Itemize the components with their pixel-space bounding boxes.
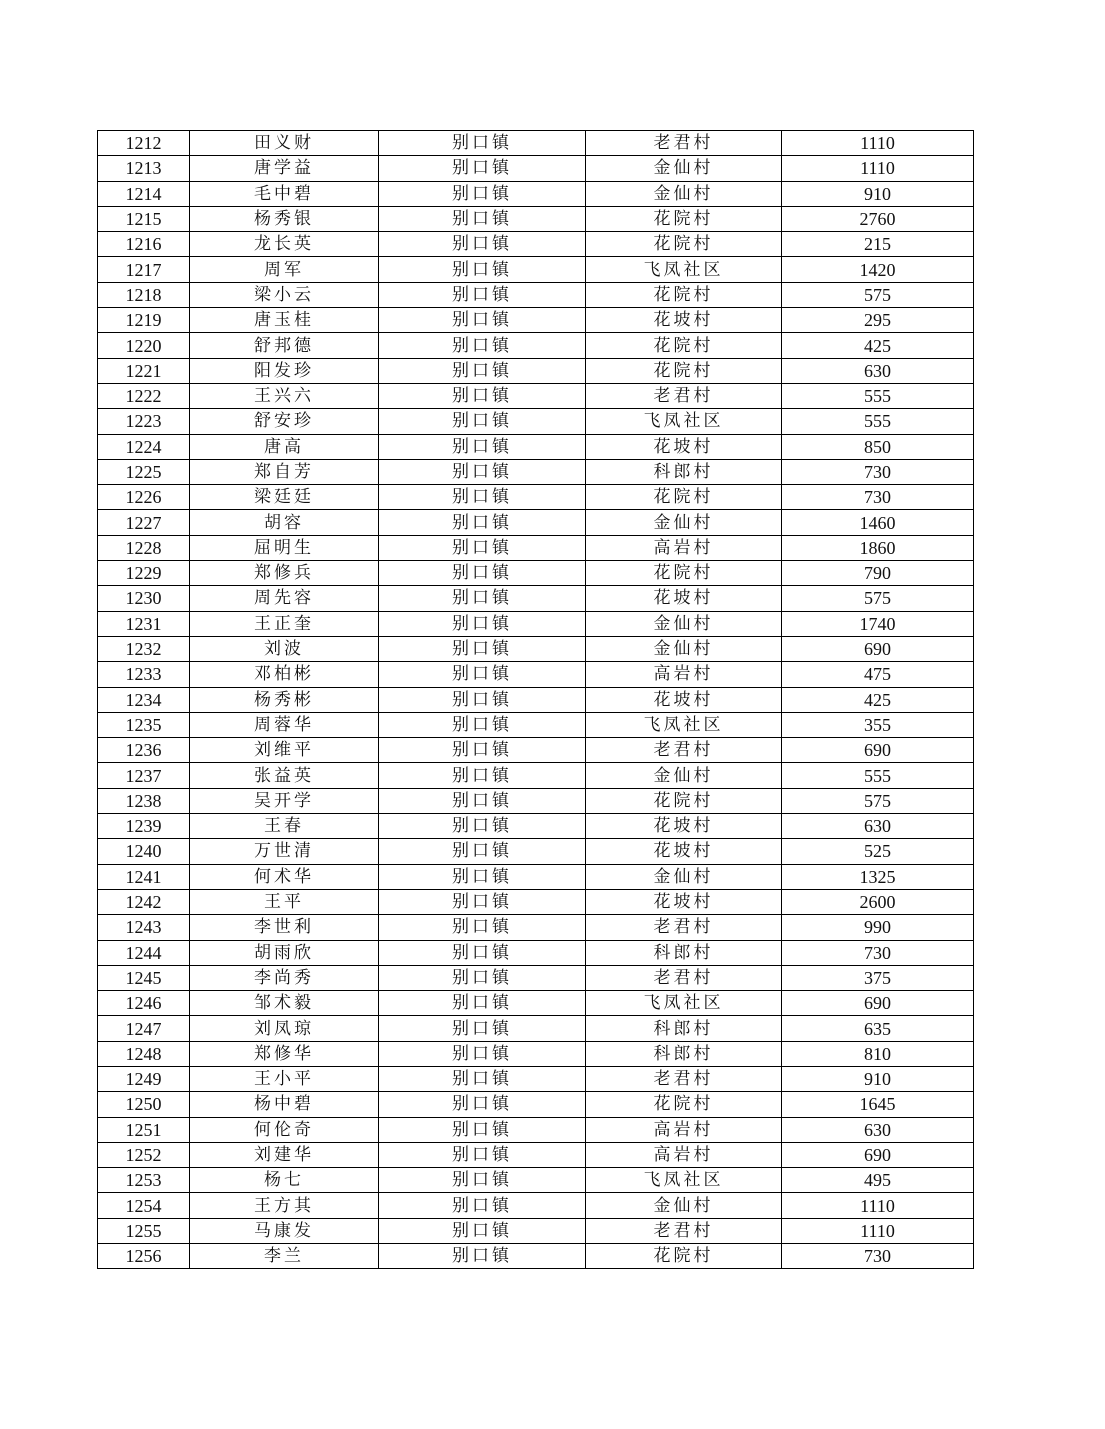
town-cell: 别口镇 [379,1218,586,1243]
table-row [98,257,974,282]
town-cell: 别口镇 [379,687,586,712]
row-number-cell: 1237 [98,763,190,788]
person-name-cell: 杨秀彬 [190,687,379,712]
row-number-cell: 1229 [98,561,190,586]
amount-cell: 375 [782,965,974,990]
village-cell: 老君村 [586,1218,782,1243]
village-cell: 花坡村 [586,434,782,459]
subsidy-table [97,130,974,1269]
village-cell: 花院村 [586,232,782,257]
row-number-cell: 1252 [98,1142,190,1167]
person-name-cell: 邓柏彬 [190,662,379,687]
village-cell: 老君村 [586,965,782,990]
table-row [98,333,974,358]
amount-cell: 1460 [782,510,974,535]
row-number-cell: 1220 [98,333,190,358]
amount-cell: 575 [782,788,974,813]
row-number-cell: 1244 [98,940,190,965]
town-cell: 别口镇 [379,889,586,914]
person-name-cell: 胡雨欣 [190,940,379,965]
person-name-cell: 杨七 [190,1168,379,1193]
town-cell: 别口镇 [379,206,586,231]
row-number-cell: 1242 [98,889,190,914]
row-number-cell: 1256 [98,1244,190,1269]
amount-cell: 690 [782,636,974,661]
person-name-cell: 王小平 [190,1066,379,1091]
amount-cell: 910 [782,181,974,206]
town-cell: 别口镇 [379,282,586,307]
town-cell: 别口镇 [379,510,586,535]
village-cell: 高岩村 [586,662,782,687]
table-row [98,1218,974,1243]
row-number-cell: 1243 [98,915,190,940]
village-cell: 花坡村 [586,889,782,914]
row-number-cell: 1221 [98,358,190,383]
town-cell: 别口镇 [379,864,586,889]
amount-cell: 575 [782,586,974,611]
table-row [98,535,974,560]
table-row [98,991,974,1016]
amount-cell: 790 [782,561,974,586]
town-cell: 别口镇 [379,965,586,990]
village-cell: 花院村 [586,206,782,231]
person-name-cell: 梁小云 [190,282,379,307]
table-body [98,131,974,1269]
town-cell: 别口镇 [379,1244,586,1269]
table-row [98,434,974,459]
row-number-cell: 1226 [98,485,190,510]
table-row [98,1041,974,1066]
town-cell: 别口镇 [379,1117,586,1142]
table-row [98,839,974,864]
town-cell: 别口镇 [379,814,586,839]
row-number-cell: 1225 [98,459,190,484]
row-number-cell: 1223 [98,409,190,434]
row-number-cell: 1247 [98,1016,190,1041]
table-row [98,1244,974,1269]
village-cell: 花院村 [586,1244,782,1269]
village-cell: 花院村 [586,788,782,813]
row-number-cell: 1215 [98,206,190,231]
person-name-cell: 何术华 [190,864,379,889]
table-row [98,1193,974,1218]
village-cell: 老君村 [586,915,782,940]
village-cell: 科郎村 [586,1016,782,1041]
table-row [98,1016,974,1041]
amount-cell: 1860 [782,535,974,560]
town-cell: 别口镇 [379,409,586,434]
village-cell: 飞凤社区 [586,991,782,1016]
table-row [98,232,974,257]
amount-cell: 1740 [782,611,974,636]
town-cell: 别口镇 [379,333,586,358]
person-name-cell: 王春 [190,814,379,839]
table-row [98,712,974,737]
amount-cell: 910 [782,1066,974,1091]
village-cell: 金仙村 [586,1193,782,1218]
amount-cell: 1110 [782,131,974,156]
person-name-cell: 唐高 [190,434,379,459]
amount-cell: 690 [782,738,974,763]
row-number-cell: 1213 [98,156,190,181]
table-row [98,889,974,914]
village-cell: 金仙村 [586,510,782,535]
amount-cell: 425 [782,333,974,358]
table-row [98,156,974,181]
table-row [98,662,974,687]
row-number-cell: 1238 [98,788,190,813]
person-name-cell: 唐学益 [190,156,379,181]
person-name-cell: 阳发珍 [190,358,379,383]
table-row [98,358,974,383]
row-number-cell: 1219 [98,308,190,333]
town-cell: 别口镇 [379,485,586,510]
village-cell: 花院村 [586,1092,782,1117]
table-row [98,788,974,813]
town-cell: 别口镇 [379,712,586,737]
town-cell: 别口镇 [379,434,586,459]
town-cell: 别口镇 [379,1168,586,1193]
table-row [98,1142,974,1167]
amount-cell: 630 [782,814,974,839]
village-cell: 花坡村 [586,308,782,333]
town-cell: 别口镇 [379,611,586,636]
village-cell: 花院村 [586,358,782,383]
amount-cell: 555 [782,409,974,434]
amount-cell: 1645 [782,1092,974,1117]
row-number-cell: 1246 [98,991,190,1016]
amount-cell: 990 [782,915,974,940]
table-row [98,510,974,535]
village-cell: 金仙村 [586,763,782,788]
person-name-cell: 田义财 [190,131,379,156]
village-cell: 金仙村 [586,156,782,181]
village-cell: 花院村 [586,561,782,586]
person-name-cell: 万世清 [190,839,379,864]
table-row [98,409,974,434]
town-cell: 别口镇 [379,156,586,181]
row-number-cell: 1235 [98,712,190,737]
row-number-cell: 1212 [98,131,190,156]
amount-cell: 495 [782,1168,974,1193]
person-name-cell: 李世利 [190,915,379,940]
row-number-cell: 1240 [98,839,190,864]
table-row [98,965,974,990]
row-number-cell: 1214 [98,181,190,206]
village-cell: 科郎村 [586,940,782,965]
row-number-cell: 1234 [98,687,190,712]
person-name-cell: 刘维平 [190,738,379,763]
person-name-cell: 周蓉华 [190,712,379,737]
town-cell: 别口镇 [379,1193,586,1218]
person-name-cell: 郑自芳 [190,459,379,484]
amount-cell: 555 [782,763,974,788]
town-cell: 别口镇 [379,1041,586,1066]
row-number-cell: 1251 [98,1117,190,1142]
table-row [98,485,974,510]
village-cell: 老君村 [586,738,782,763]
row-number-cell: 1250 [98,1092,190,1117]
town-cell: 别口镇 [379,738,586,763]
person-name-cell: 舒安珍 [190,409,379,434]
table-row [98,1168,974,1193]
row-number-cell: 1239 [98,814,190,839]
village-cell: 金仙村 [586,181,782,206]
village-cell: 花坡村 [586,839,782,864]
row-number-cell: 1232 [98,636,190,661]
person-name-cell: 刘凤琼 [190,1016,379,1041]
person-name-cell: 郑修兵 [190,561,379,586]
town-cell: 别口镇 [379,763,586,788]
person-name-cell: 马康发 [190,1218,379,1243]
town-cell: 别口镇 [379,1066,586,1091]
table-row [98,687,974,712]
amount-cell: 730 [782,485,974,510]
table-row [98,1092,974,1117]
amount-cell: 635 [782,1016,974,1041]
village-cell: 花院村 [586,485,782,510]
village-cell: 科郎村 [586,459,782,484]
row-number-cell: 1218 [98,282,190,307]
amount-cell: 1110 [782,1193,974,1218]
town-cell: 别口镇 [379,586,586,611]
person-name-cell: 唐玉桂 [190,308,379,333]
table-row [98,864,974,889]
village-cell: 金仙村 [586,636,782,661]
town-cell: 别口镇 [379,358,586,383]
village-cell: 花院村 [586,282,782,307]
person-name-cell: 周军 [190,257,379,282]
village-cell: 花坡村 [586,814,782,839]
village-cell: 金仙村 [586,864,782,889]
amount-cell: 730 [782,940,974,965]
person-name-cell: 周先容 [190,586,379,611]
amount-cell: 850 [782,434,974,459]
table-row [98,636,974,661]
row-number-cell: 1248 [98,1041,190,1066]
person-name-cell: 王正奎 [190,611,379,636]
table-row [98,383,974,408]
village-cell: 科郎村 [586,1041,782,1066]
town-cell: 别口镇 [379,1092,586,1117]
amount-cell: 525 [782,839,974,864]
table-row [98,181,974,206]
village-cell: 飞凤社区 [586,712,782,737]
row-number-cell: 1227 [98,510,190,535]
amount-cell: 1110 [782,1218,974,1243]
person-name-cell: 胡容 [190,510,379,535]
person-name-cell: 王方其 [190,1193,379,1218]
amount-cell: 475 [782,662,974,687]
amount-cell: 730 [782,1244,974,1269]
village-cell: 高岩村 [586,535,782,560]
row-number-cell: 1228 [98,535,190,560]
amount-cell: 575 [782,282,974,307]
row-number-cell: 1230 [98,586,190,611]
row-number-cell: 1222 [98,383,190,408]
amount-cell: 2760 [782,206,974,231]
town-cell: 别口镇 [379,308,586,333]
town-cell: 别口镇 [379,991,586,1016]
town-cell: 别口镇 [379,561,586,586]
row-number-cell: 1217 [98,257,190,282]
town-cell: 别口镇 [379,459,586,484]
town-cell: 别口镇 [379,662,586,687]
person-name-cell: 何伦奇 [190,1117,379,1142]
town-cell: 别口镇 [379,839,586,864]
town-cell: 别口镇 [379,636,586,661]
row-number-cell: 1233 [98,662,190,687]
town-cell: 别口镇 [379,383,586,408]
amount-cell: 425 [782,687,974,712]
town-cell: 别口镇 [379,181,586,206]
village-cell: 高岩村 [586,1117,782,1142]
row-number-cell: 1254 [98,1193,190,1218]
table-row [98,308,974,333]
table-row [98,586,974,611]
table-row [98,1066,974,1091]
town-cell: 别口镇 [379,940,586,965]
town-cell: 别口镇 [379,1016,586,1041]
town-cell: 别口镇 [379,1142,586,1167]
row-number-cell: 1236 [98,738,190,763]
person-name-cell: 郑修华 [190,1041,379,1066]
person-name-cell: 毛中碧 [190,181,379,206]
person-name-cell: 杨中碧 [190,1092,379,1117]
amount-cell: 690 [782,991,974,1016]
row-number-cell: 1253 [98,1168,190,1193]
amount-cell: 630 [782,1117,974,1142]
table-row [98,738,974,763]
table-row [98,206,974,231]
town-cell: 别口镇 [379,535,586,560]
village-cell: 老君村 [586,1066,782,1091]
table-row [98,814,974,839]
row-number-cell: 1255 [98,1218,190,1243]
village-cell: 老君村 [586,383,782,408]
table-row [98,763,974,788]
table-row [98,561,974,586]
row-number-cell: 1245 [98,965,190,990]
amount-cell: 295 [782,308,974,333]
amount-cell: 730 [782,459,974,484]
person-name-cell: 刘建华 [190,1142,379,1167]
person-name-cell: 王平 [190,889,379,914]
table-row [98,940,974,965]
town-cell: 别口镇 [379,257,586,282]
person-name-cell: 杨秀银 [190,206,379,231]
amount-cell: 215 [782,232,974,257]
person-name-cell: 张益英 [190,763,379,788]
village-cell: 飞凤社区 [586,257,782,282]
table-row [98,915,974,940]
person-name-cell: 李尚秀 [190,965,379,990]
person-name-cell: 刘波 [190,636,379,661]
village-cell: 飞凤社区 [586,1168,782,1193]
person-name-cell: 王兴六 [190,383,379,408]
amount-cell: 2600 [782,889,974,914]
town-cell: 别口镇 [379,232,586,257]
table-row [98,459,974,484]
village-cell: 高岩村 [586,1142,782,1167]
table-row [98,282,974,307]
amount-cell: 1110 [782,156,974,181]
row-number-cell: 1216 [98,232,190,257]
amount-cell: 690 [782,1142,974,1167]
person-name-cell: 梁廷廷 [190,485,379,510]
person-name-cell: 舒邦德 [190,333,379,358]
town-cell: 别口镇 [379,788,586,813]
amount-cell: 1420 [782,257,974,282]
table-row [98,611,974,636]
person-name-cell: 吴开学 [190,788,379,813]
amount-cell: 355 [782,712,974,737]
amount-cell: 630 [782,358,974,383]
person-name-cell: 邹术毅 [190,991,379,1016]
amount-cell: 1325 [782,864,974,889]
table-row [98,1117,974,1142]
town-cell: 别口镇 [379,131,586,156]
table-row [98,131,974,156]
row-number-cell: 1249 [98,1066,190,1091]
village-cell: 金仙村 [586,611,782,636]
village-cell: 飞凤社区 [586,409,782,434]
row-number-cell: 1224 [98,434,190,459]
village-cell: 老君村 [586,131,782,156]
row-number-cell: 1231 [98,611,190,636]
person-name-cell: 屈明生 [190,535,379,560]
amount-cell: 555 [782,383,974,408]
person-name-cell: 龙长英 [190,232,379,257]
village-cell: 花院村 [586,333,782,358]
row-number-cell: 1241 [98,864,190,889]
village-cell: 花坡村 [586,586,782,611]
person-name-cell: 李兰 [190,1244,379,1269]
amount-cell: 810 [782,1041,974,1066]
village-cell: 花坡村 [586,687,782,712]
town-cell: 别口镇 [379,915,586,940]
